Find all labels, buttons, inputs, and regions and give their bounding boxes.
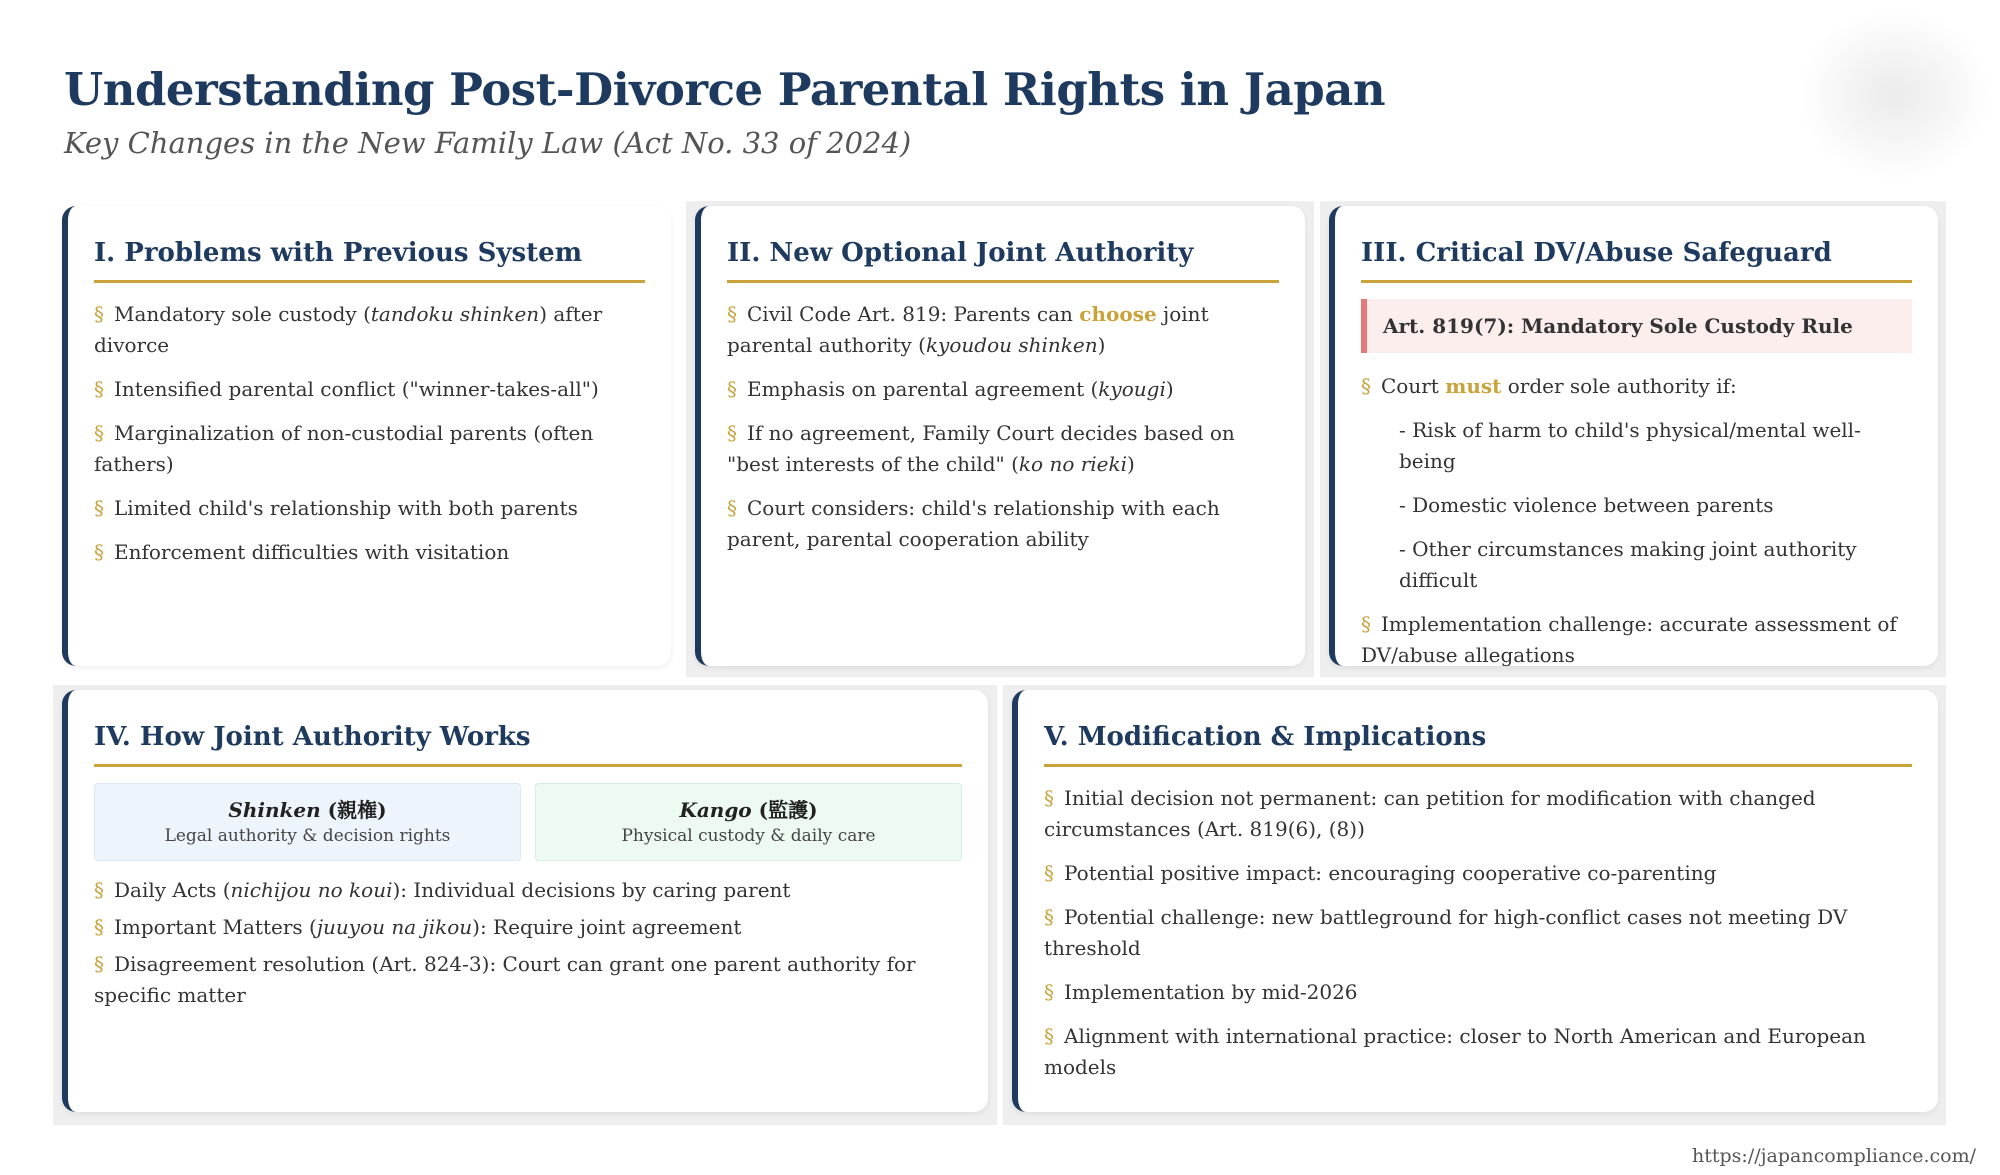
shinken-box: [94, 783, 521, 861]
section-card-how-it-works: [62, 690, 988, 1112]
page-subtitle: Key Changes in the New Family Law (Act No. 33 of 2024): [64, 126, 912, 160]
section-mark-icon: §: [1361, 612, 1371, 636]
section-card-problems: [62, 206, 671, 666]
condition-item: - Other circumstances making joint authority difficult: [1399, 537, 1857, 592]
kango-term: Kango: [679, 798, 752, 822]
section-mark-icon: §: [94, 377, 104, 401]
section-title: II. New Optional Joint Authority: [727, 236, 1279, 283]
list-item: § Intensified parental conflict ("winner-takes-all"): [94, 377, 599, 401]
list-item: § Limited child's relationship with both parents: [94, 496, 578, 520]
section-mark-icon: §: [727, 377, 737, 401]
section-mark-icon: §: [1044, 1024, 1054, 1048]
kango-kanji: (監護): [751, 798, 818, 822]
list-item: § If no agreement, Family Court decides based on "best interests of the child" (ko no rieki): [727, 421, 1235, 476]
footer-url[interactable]: https://japancompliance.com/: [1692, 1145, 1976, 1167]
list-item: § Court considers: child's relationship with each parent, parental cooperation ability: [727, 496, 1220, 551]
section-mark-icon: §: [727, 421, 737, 445]
section-mark-icon: §: [94, 915, 104, 939]
shinken-description: Legal authority & decision rights: [164, 826, 451, 846]
section-card-joint-authority: [695, 206, 1305, 666]
dv-rule-list: [1361, 371, 1912, 402]
shinken-kanji: (親権): [320, 798, 387, 822]
joint-authority-list: [727, 299, 1279, 555]
page-header: [64, 60, 1385, 160]
list-item: § Emphasis on parental agreement (kyougi): [727, 377, 1174, 401]
list-item: § Initial decision not permanent: can petition for modification with changed circumstances (Art. 819(6), (8)): [1044, 786, 1816, 841]
list-item: § Enforcement difficulties with visitation: [94, 540, 510, 564]
list-item: § Civil Code Art. 819: Parents can choose joint parental authority (kyoudou shinken): [727, 302, 1209, 357]
section-mark-icon: §: [727, 496, 737, 520]
list-item: § Daily Acts (nichijou no koui): Individual decisions by caring parent: [94, 878, 791, 902]
shinken-term: Shinken: [228, 798, 321, 822]
section-mark-icon: §: [94, 302, 104, 326]
list-item: § Potential positive impact: encouraging cooperative co-parenting: [1044, 861, 1717, 885]
section-mark-icon: §: [1044, 786, 1054, 810]
list-item: § Marginalization of non-custodial parents (often fathers): [94, 421, 594, 476]
section-title: III. Critical DV/Abuse Safeguard: [1361, 236, 1912, 283]
section-card-dv-safeguard: [1329, 206, 1938, 666]
section-mark-icon: §: [94, 540, 104, 564]
section-mark-icon: §: [1044, 861, 1054, 885]
dv-conditions-list: [1399, 415, 1912, 596]
kango-description: Physical custody & daily care: [621, 826, 876, 846]
list-item: § Potential challenge: new battleground for high-conflict cases not meeting DV threshold: [1044, 905, 1848, 960]
condition-item: - Risk of harm to child's physical/mental well-being: [1399, 418, 1861, 473]
list-item: § Implementation challenge: accurate assessment of DV/abuse allegations: [1361, 612, 1897, 666]
section-mark-icon: §: [1361, 374, 1371, 398]
kango-box: [535, 783, 962, 861]
sole-custody-rule-alert: Art. 819(7): Mandatory Sole Custody Rule: [1361, 299, 1912, 353]
section-title: I. Problems with Previous System: [94, 236, 645, 283]
section-mark-icon: §: [1044, 905, 1054, 929]
problems-list: [94, 299, 645, 568]
corner-shadow-decoration: [1800, 10, 1990, 180]
condition-item: - Domestic violence between parents: [1399, 493, 1774, 517]
section-mark-icon: §: [94, 952, 104, 976]
section-title: V. Modification & Implications: [1044, 720, 1912, 767]
page-title: Understanding Post-Divorce Parental Rights in Japan: [64, 63, 1386, 116]
dv-challenge-list: [1361, 609, 1912, 666]
list-item: § Alignment with international practice: closer to North American and European models: [1044, 1024, 1866, 1079]
modification-list: [1044, 783, 1912, 1083]
section-card-modification: [1012, 690, 1938, 1112]
how-it-works-list: [94, 875, 962, 1011]
authority-type-boxes: [94, 783, 962, 861]
list-item: § Important Matters (juuyou na jikou): Require joint agreement: [94, 915, 742, 939]
list-item: § Implementation by mid-2026: [1044, 980, 1358, 1004]
section-mark-icon: §: [94, 878, 104, 902]
list-item: § Disagreement resolution (Art. 824-3): Court can grant one parent authority for specific matter: [94, 952, 916, 1007]
section-mark-icon: §: [94, 496, 104, 520]
section-mark-icon: §: [1044, 980, 1054, 1004]
section-mark-icon: §: [727, 302, 737, 326]
list-item: § Mandatory sole custody (tandoku shinken) after divorce: [94, 302, 603, 357]
section-title: IV. How Joint Authority Works: [94, 720, 962, 767]
list-item: § Court must order sole authority if:: [1361, 374, 1737, 398]
section-mark-icon: §: [94, 421, 104, 445]
